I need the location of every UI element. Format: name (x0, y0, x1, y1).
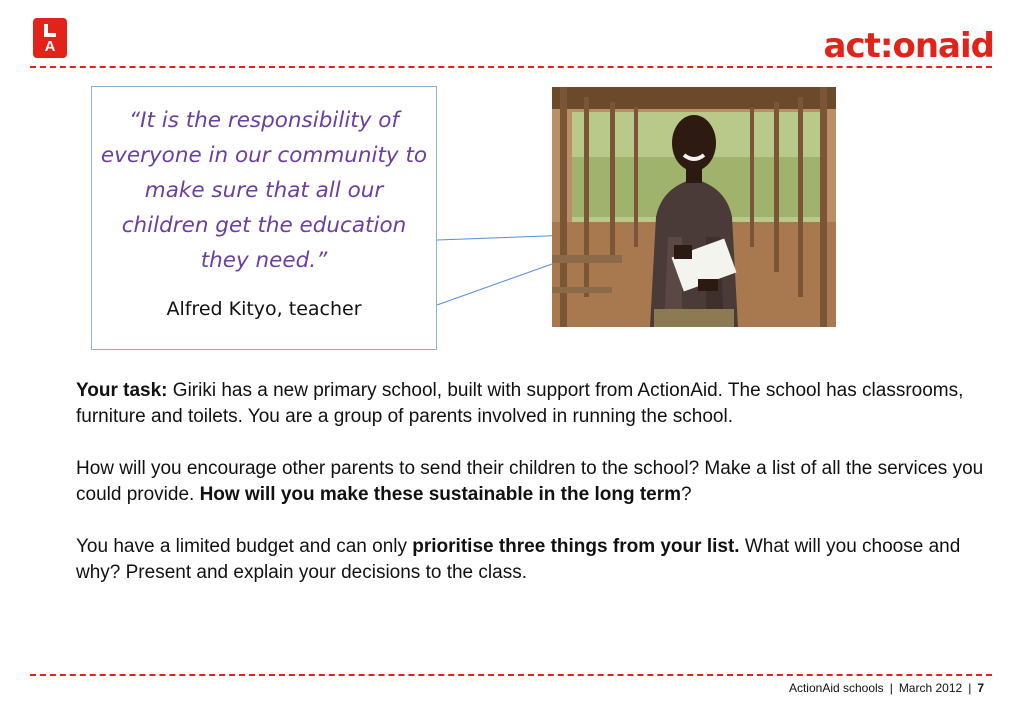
task-instructions (76, 378, 986, 612)
teacher-photo (552, 87, 836, 327)
task-p1-body: Giriki has a new primary school, built with support from ActionAid. The school has classrooms, furniture and toilets. You are a group of parents involved in running the school. (76, 380, 964, 427)
footer-date: March 2012 (898, 681, 963, 695)
task-p2-tail: ? (681, 484, 692, 505)
task-paragraph-3 (76, 534, 986, 586)
task-p3-body: You have a limited budget and can only (76, 536, 413, 557)
footer-separator: | (968, 681, 972, 695)
header-divider (30, 66, 992, 68)
quote-author: Alfred Kityo, teacher (166, 298, 362, 320)
task-p3-emphasis: prioritise three things from your list. (412, 536, 740, 557)
footer-org: ActionAid schools (788, 681, 884, 695)
footer-separator: | (889, 681, 893, 695)
logo-l-foot (44, 33, 56, 37)
actionaid-wordmark: act:onaid (823, 26, 994, 66)
quote-box (91, 86, 437, 350)
task-paragraph-1 (76, 378, 986, 430)
task-paragraph-2 (76, 456, 986, 508)
page-number: 7 (977, 681, 984, 695)
footer-divider (30, 674, 992, 676)
quote-text: “It is the responsibility of everyone in our community to make sure that all our children get the education they need.” (100, 108, 428, 273)
photo-of-teacher-holding-book-icon (552, 87, 836, 327)
task-lead: Your task: (76, 380, 168, 401)
task-p2-body: How will you encourage other parents to send their children to the school? Make a list of all the services you could provide. (76, 458, 984, 505)
logo-letter: A (44, 38, 56, 55)
task-p3-tail: What will you choose and why? Present and explain your decisions to the class. (76, 536, 961, 583)
actionaid-logo-mark (33, 18, 67, 58)
task-p2-emphasis: How will you make these sustainable in the long term (199, 484, 682, 505)
footer (789, 681, 984, 695)
